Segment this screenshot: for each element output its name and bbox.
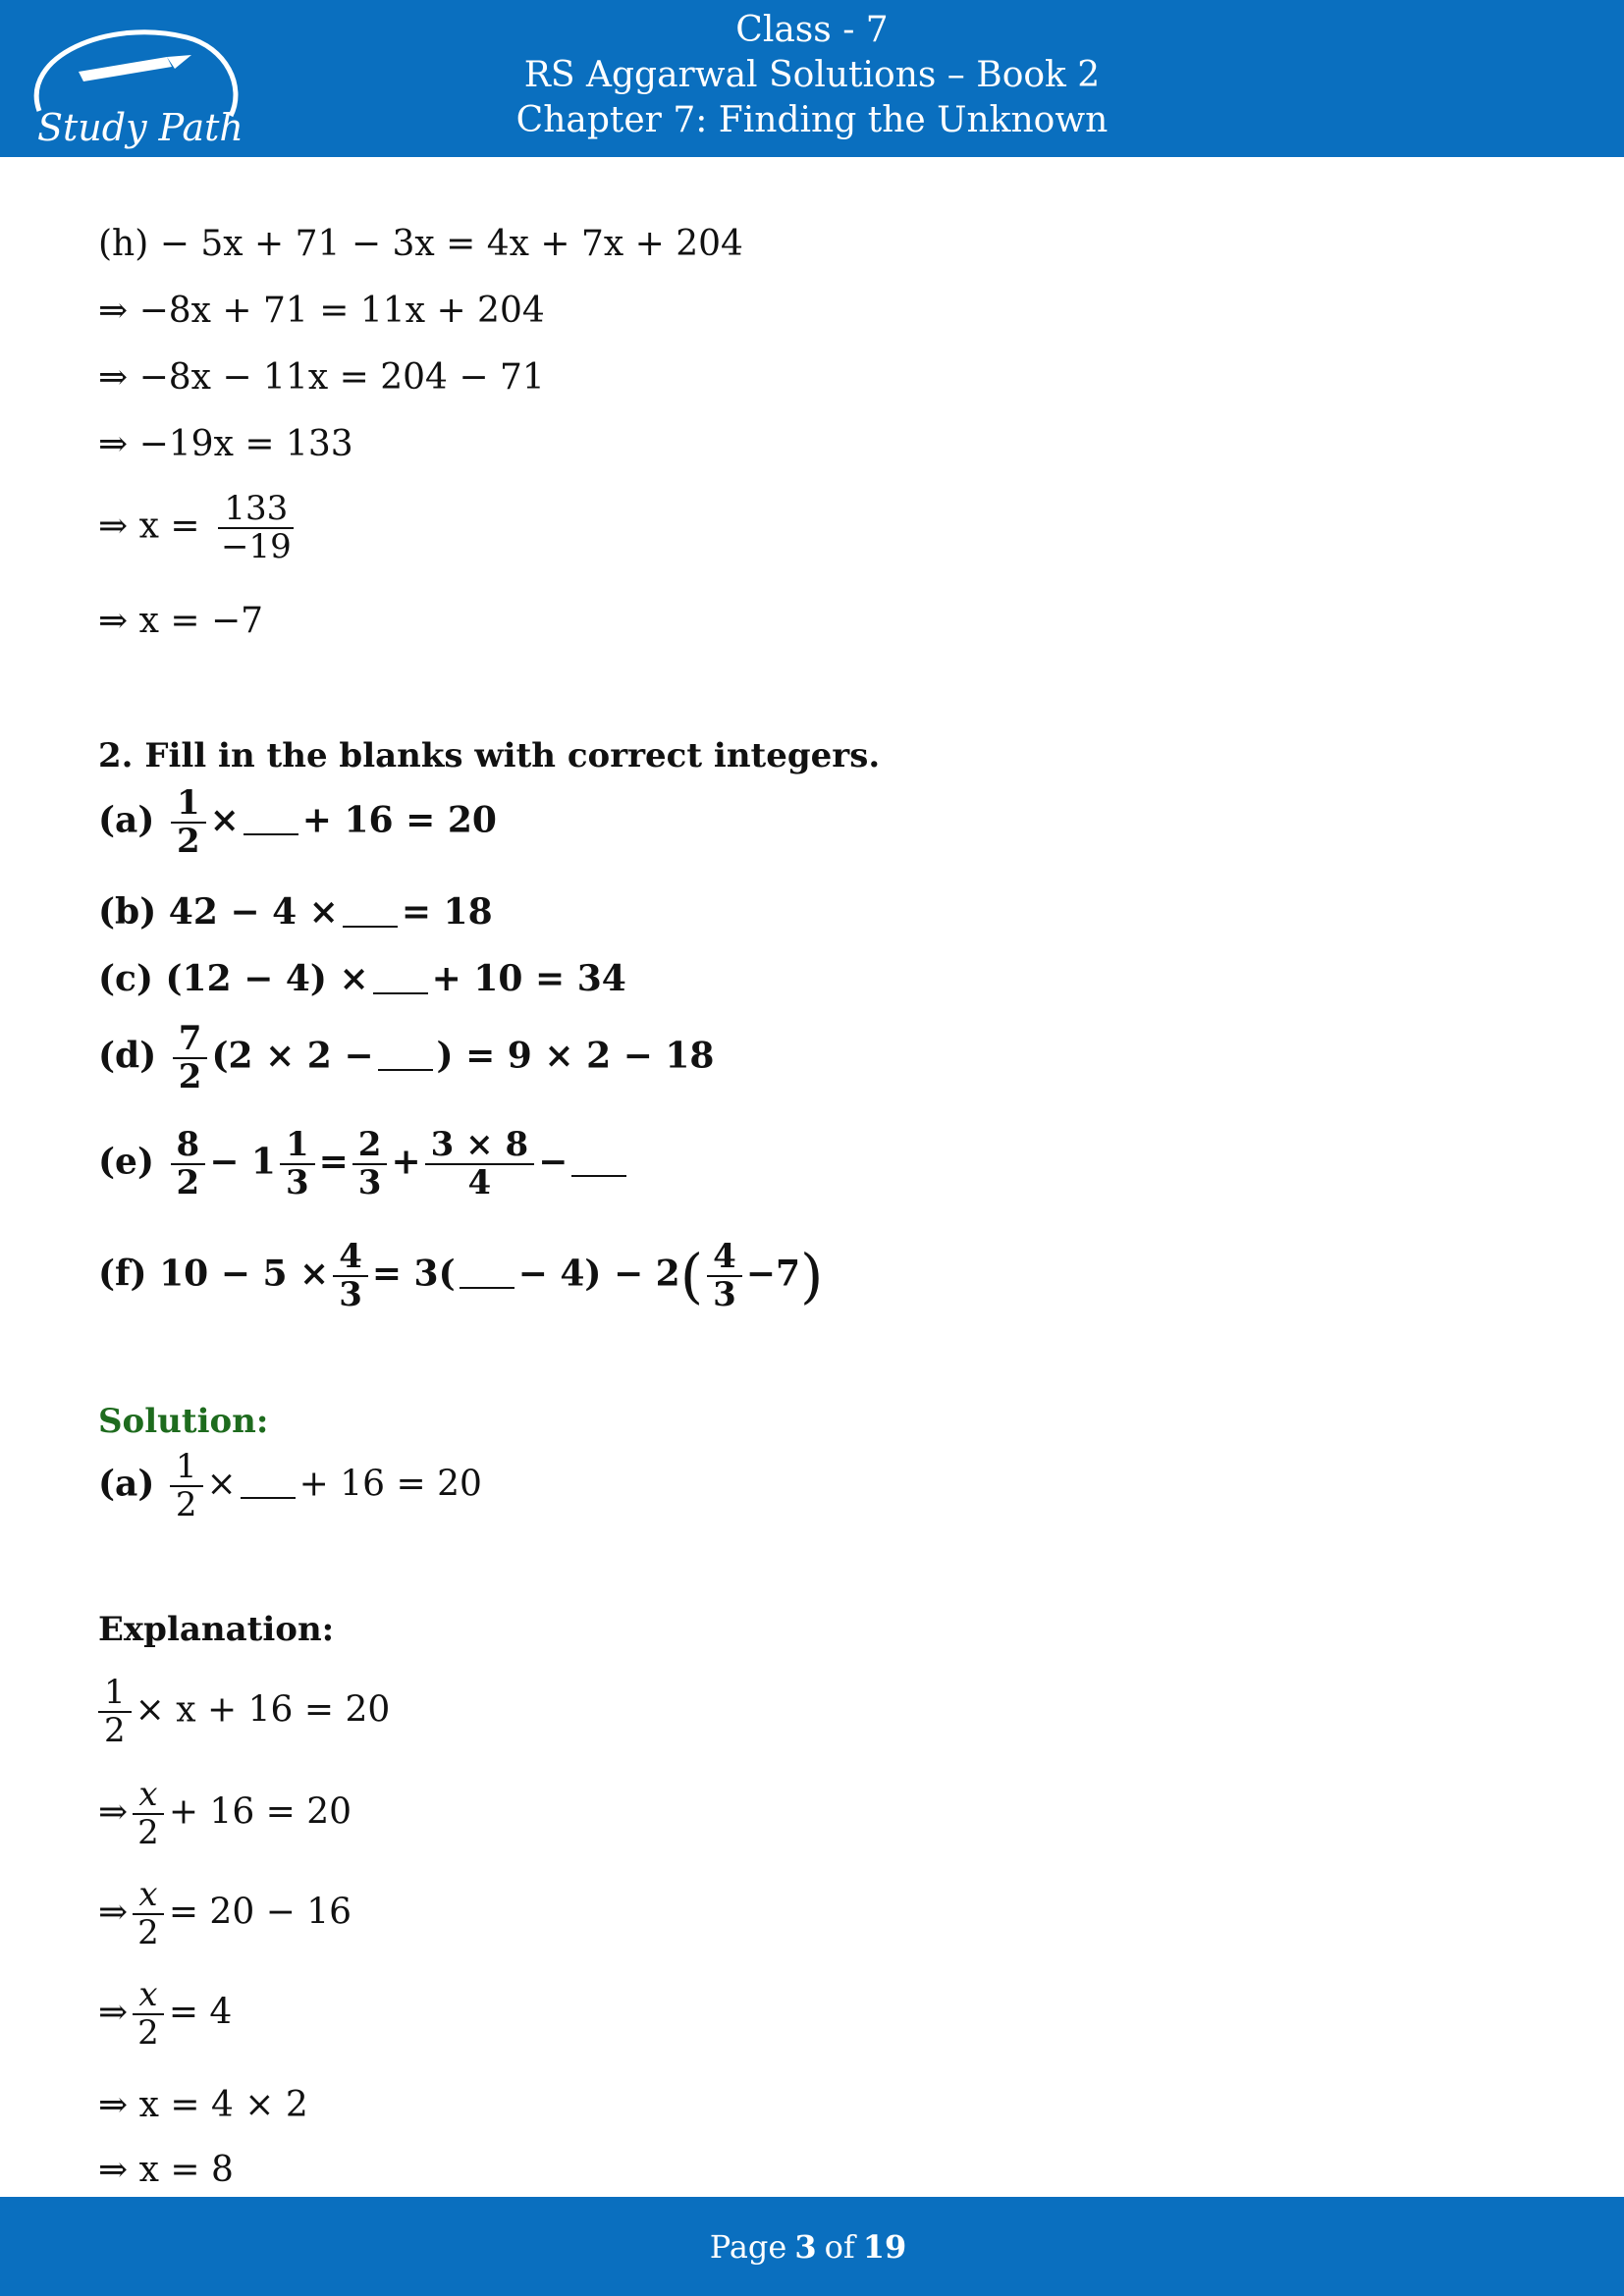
q2-e-fraction-2 — [280, 1127, 315, 1202]
q2-a-label: (a) — [98, 799, 155, 841]
q2-e-fraction-4 — [425, 1127, 534, 1202]
solution-heading: Solution: — [98, 1402, 269, 1441]
q2-f-start: 10 − 5 × — [159, 1253, 330, 1295]
fraction-denominator: 3 — [357, 1163, 382, 1203]
explanation-heading: Explanation: — [98, 1610, 335, 1649]
q2-f-mid2: − 4) − 2 — [517, 1253, 680, 1295]
h-line-1: (h) − 5x + 71 − 3x = 4x + 7x + 204 — [98, 224, 743, 264]
answer-blank — [241, 1479, 296, 1499]
fraction-denominator: 3 — [713, 1275, 736, 1315]
explanation-line-5: ⇒ x = 4 × 2 — [98, 2085, 308, 2125]
q2-e-equals: = — [318, 1141, 349, 1183]
page-current: 3 — [794, 2227, 817, 2266]
q2-e-fraction-1 — [171, 1127, 206, 1202]
solution-part-a: (a) $\frac{1}{2}$ × + 16 = 20 — [98, 1447, 482, 1525]
explanation-fraction — [132, 1977, 165, 2053]
fraction-numerator: 3 × 8 — [425, 1127, 534, 1165]
h-line-5 — [98, 491, 301, 566]
q2-d-mid: (2 × 2 − — [211, 1035, 374, 1077]
explanation-line-1 — [98, 1675, 390, 1750]
explanation-line-2-rest: + 16 = 20 — [168, 1791, 352, 1833]
fraction-denominator: 2 — [137, 2013, 159, 2054]
fraction-numerator: 1 — [280, 1127, 315, 1165]
q2-b-rest: = 18 — [401, 891, 493, 933]
fraction-numerator: 4 — [707, 1239, 742, 1277]
fraction-numerator: 133 — [218, 491, 294, 529]
fraction-denominator: 2 — [175, 1485, 197, 1525]
fraction-numerator: x — [133, 1977, 163, 2015]
fraction-numerator: x — [133, 1877, 163, 1915]
page-footer — [0, 2197, 1624, 2296]
logo-text: Study Path — [37, 106, 244, 149]
q2-e-label: (e) — [98, 1141, 154, 1183]
fraction-denominator: 3 — [285, 1163, 309, 1203]
header-book: RS Aggarwal Solutions – Book 2 — [523, 55, 1101, 95]
fraction-numerator: 8 — [171, 1127, 206, 1165]
h-line-5-prefix: ⇒ x = — [98, 506, 200, 547]
answer-blank — [343, 908, 398, 928]
h-line-2: ⇒ −8x + 71 = 11x + 204 — [98, 291, 545, 331]
h-line-6: ⇒ x = −7 — [98, 601, 264, 641]
q2-f-label: (f) — [98, 1253, 147, 1295]
fraction-denominator: 4 — [467, 1163, 492, 1203]
q2-part-d — [98, 1021, 714, 1096]
fraction-numerator: 7 — [173, 1021, 208, 1059]
q2-f-fraction-1 — [333, 1239, 368, 1314]
fraction-denominator: −19 — [220, 527, 292, 567]
h-line-3: ⇒ −8x − 11x = 204 − 71 — [98, 357, 545, 398]
q2-d-label: (d) — [98, 1035, 157, 1077]
explanation-line-3-rest: = 20 − 16 — [168, 1892, 352, 1933]
q2-c-rest: + 10 = 34 — [431, 958, 626, 999]
fraction-numerator: 1 — [170, 1449, 203, 1487]
q2-c-text: (c) (12 − 4) × — [98, 958, 369, 999]
fraction-numerator: 1 — [98, 1675, 132, 1713]
explanation-fraction — [132, 1777, 165, 1852]
q2-d-fraction — [173, 1021, 208, 1096]
header-class: Class - 7 — [735, 10, 889, 50]
fraction-denominator: 3 — [339, 1275, 362, 1315]
question-2-heading: 2. Fill in the blanks with correct integers. — [98, 736, 881, 775]
fraction-numerator: x — [133, 1777, 163, 1815]
answer-blank — [571, 1157, 626, 1177]
q2-part-e — [98, 1127, 630, 1202]
q2-part-c — [98, 958, 626, 999]
fraction-denominator: 2 — [176, 1163, 200, 1203]
fraction-numerator: 2 — [352, 1127, 388, 1165]
q2-b-text: (b) 42 − 4 × — [98, 891, 339, 933]
fraction-denominator: 2 — [178, 1057, 202, 1097]
q2-e-mixed-whole: − 1 — [209, 1141, 276, 1183]
page-label: Page — [709, 2227, 787, 2266]
answer-blank — [460, 1269, 514, 1289]
h-line-4: ⇒ −19x = 133 — [98, 424, 353, 464]
solution-a-fraction — [170, 1449, 203, 1524]
q2-e-minus: − — [538, 1141, 568, 1183]
q2-a-fraction — [171, 785, 206, 861]
fraction-numerator: 4 — [333, 1239, 368, 1277]
implies-symbol: ⇒ — [98, 1892, 129, 1933]
fraction-numerator: 1 — [171, 785, 206, 824]
solution-a-rest: + 16 = 20 — [298, 1464, 482, 1505]
header-chapter: Chapter 7: Finding the Unknown — [515, 100, 1109, 140]
answer-blank — [244, 816, 298, 835]
explanation-fraction — [98, 1675, 132, 1750]
fraction-denominator: 2 — [137, 1813, 159, 1853]
implies-symbol: ⇒ — [98, 1791, 129, 1833]
header-title-block — [0, 8, 1624, 143]
explanation-line-3 — [98, 1877, 352, 1952]
h-line-5-fraction — [215, 491, 298, 566]
close-paren: ) — [800, 1242, 824, 1311]
page-header — [0, 0, 1624, 157]
explanation-line-4 — [98, 1977, 232, 2053]
q2-f-end: −7 — [745, 1253, 801, 1295]
fraction-denominator: 2 — [104, 1711, 126, 1751]
q2-f-mid: = 3( — [371, 1253, 456, 1295]
q2-part-b — [98, 891, 493, 933]
q2-e-fraction-3 — [352, 1127, 388, 1202]
fraction-denominator: 2 — [137, 1913, 159, 1953]
fraction-denominator: 2 — [176, 822, 200, 862]
implies-symbol: ⇒ — [98, 1992, 129, 2033]
q2-e-plus: + — [391, 1141, 421, 1183]
q2-d-rest: ) = 9 × 2 − 18 — [436, 1035, 715, 1077]
page-of: of — [824, 2227, 855, 2266]
page-total: 19 — [862, 2227, 907, 2266]
explanation-line-2 — [98, 1777, 352, 1852]
q2-part-a: (a) $\frac{1}{2}$ × + 16 = 20 — [98, 783, 497, 862]
explanation-line-6: ⇒ x = 8 — [98, 2150, 234, 2190]
answer-blank — [378, 1051, 433, 1071]
solution-a-label: (a) — [98, 1463, 155, 1505]
explanation-line-1-rest: × x + 16 = 20 — [135, 1689, 391, 1731]
explanation-fraction — [132, 1877, 165, 1952]
q2-part-f — [98, 1239, 823, 1314]
open-paren: ( — [679, 1242, 704, 1311]
q2-a-rest: + 16 = 20 — [301, 799, 497, 841]
explanation-line-4-rest: = 4 — [168, 1992, 233, 2033]
answer-blank — [373, 975, 428, 994]
q2-f-fraction-2 — [707, 1239, 742, 1314]
